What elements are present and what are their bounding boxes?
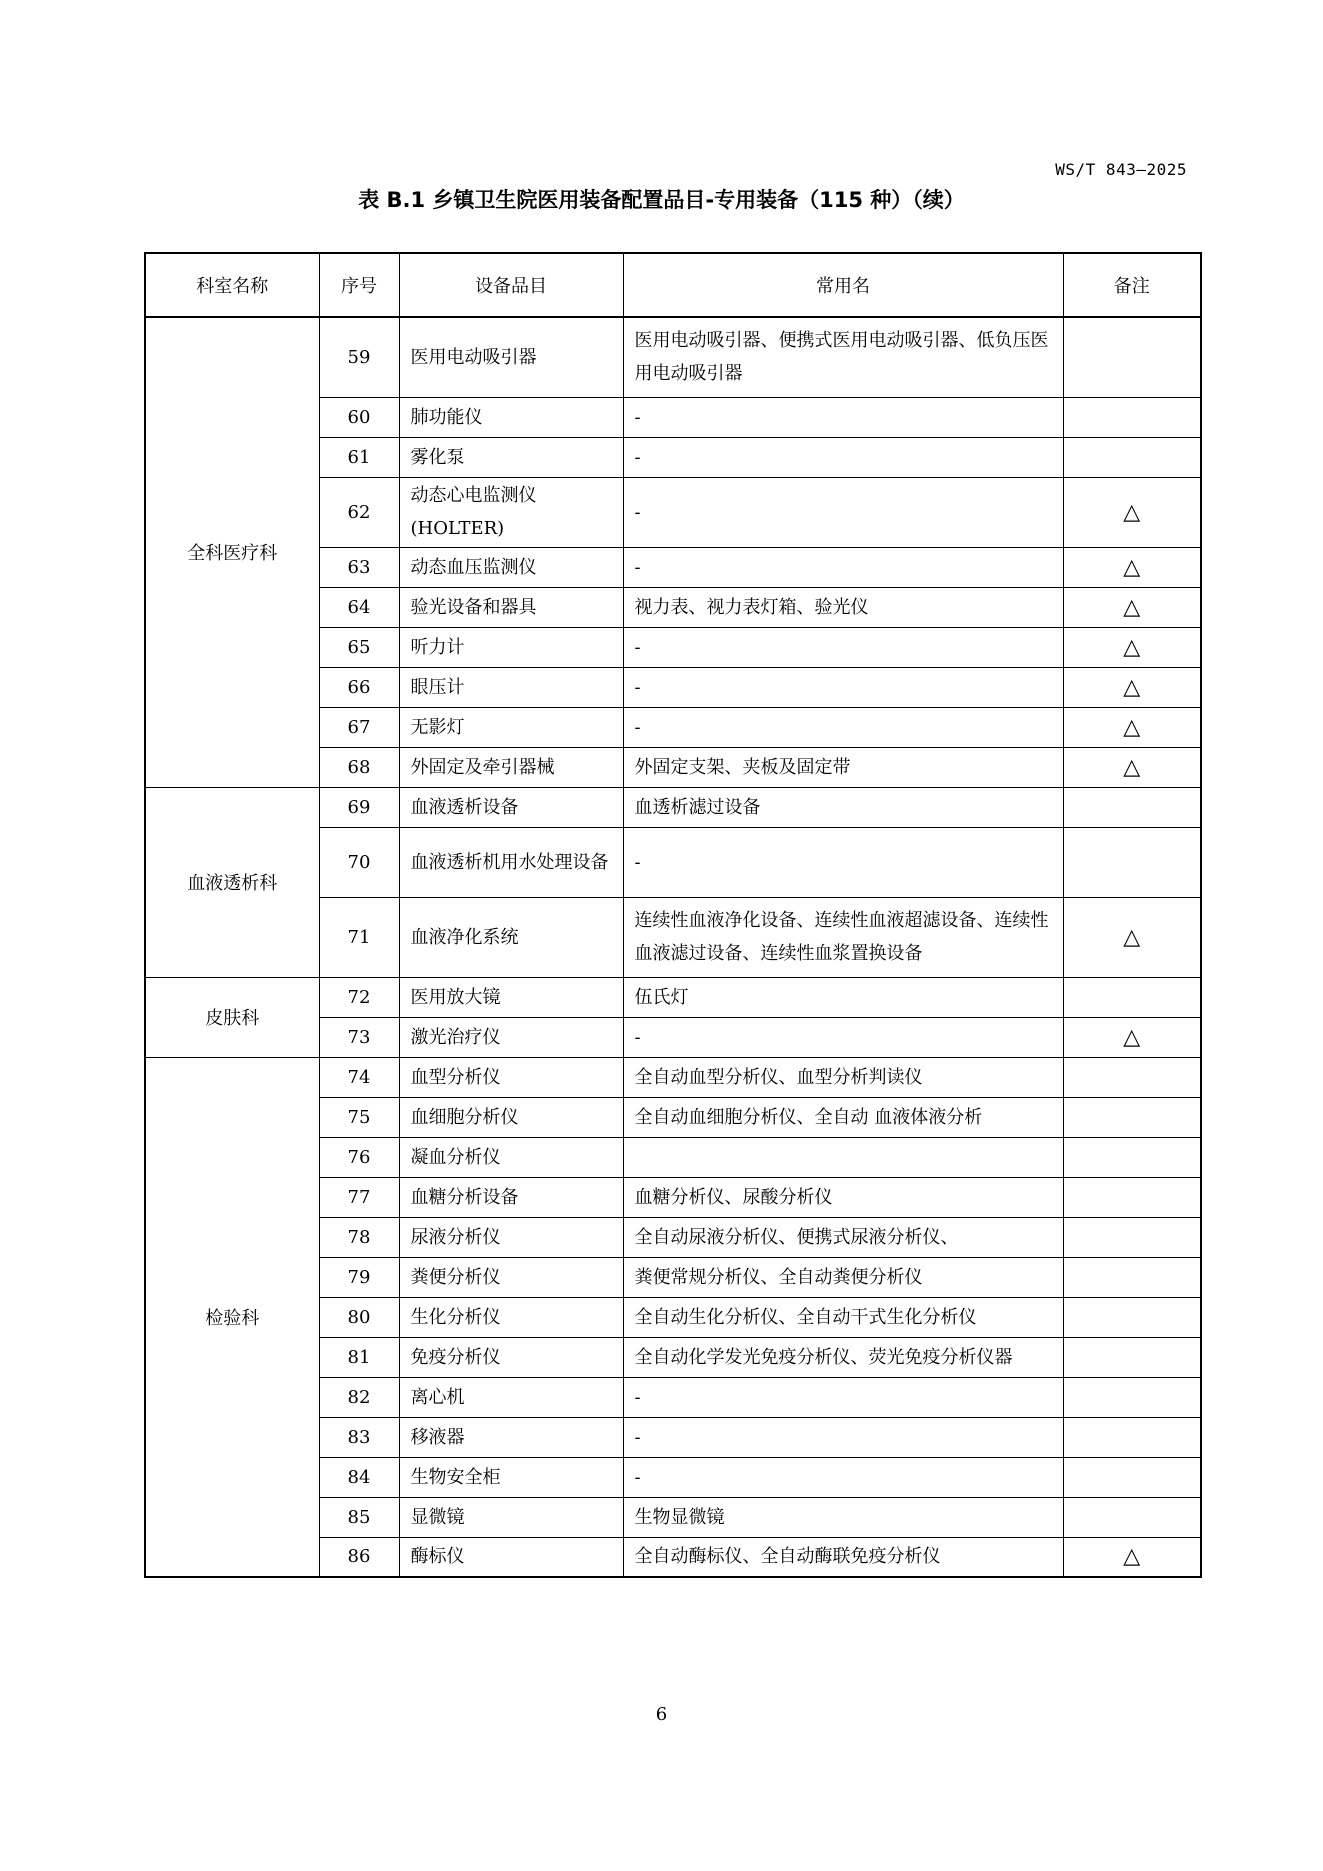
note-cell: △ [1063, 547, 1201, 587]
seq-cell: 72 [319, 977, 399, 1017]
standard-code: WS/T 843—2025 [1055, 160, 1187, 179]
seq-cell: 77 [319, 1177, 399, 1217]
common-name-cell: 全自动生化分析仪、全自动干式生化分析仪 [623, 1297, 1063, 1337]
common-name-cell: 血糖分析仪、尿酸分析仪 [623, 1177, 1063, 1217]
seq-cell: 74 [319, 1057, 399, 1097]
note-cell [1063, 1137, 1201, 1177]
seq-cell: 64 [319, 587, 399, 627]
common-name-cell: 粪便常规分析仪、全自动粪便分析仪 [623, 1257, 1063, 1297]
common-name-cell: 医用电动吸引器、便携式医用电动吸引器、低负压医用电动吸引器 [623, 317, 1063, 397]
common-name-cell: - [623, 547, 1063, 587]
table-row [145, 787, 1201, 827]
table-body [145, 317, 1201, 1577]
common-name-cell: - [623, 437, 1063, 477]
seq-cell: 62 [319, 477, 399, 547]
item-cell: 听力计 [399, 627, 623, 667]
note-cell [1063, 397, 1201, 437]
common-name-cell: - [623, 1017, 1063, 1057]
column-header-item: 设备品目 [399, 253, 623, 317]
seq-cell: 68 [319, 747, 399, 787]
note-cell [1063, 1057, 1201, 1097]
note-cell [1063, 1297, 1201, 1337]
note-cell: △ [1063, 707, 1201, 747]
seq-cell: 85 [319, 1497, 399, 1537]
item-cell: 动态心电监测仪(HOLTER) [399, 477, 623, 547]
item-cell: 血糖分析设备 [399, 1177, 623, 1217]
column-header-seq: 序号 [319, 253, 399, 317]
table-title: 表 B.1 乡镇卫生院医用装备配置品目-专用装备（115 种）（续） [358, 188, 965, 212]
column-header-note: 备注 [1063, 253, 1201, 317]
common-name-cell: - [623, 397, 1063, 437]
note-cell [1063, 1097, 1201, 1137]
common-name-cell: - [623, 627, 1063, 667]
table-row [145, 1057, 1201, 1097]
common-name-cell: 连续性血液净化设备、连续性血液超滤设备、连续性血液滤过设备、连续性血浆置换设备 [623, 897, 1063, 977]
department-cell: 检验科 [145, 1057, 319, 1577]
item-cell: 血型分析仪 [399, 1057, 623, 1097]
seq-cell: 78 [319, 1217, 399, 1257]
common-name-cell [623, 1137, 1063, 1177]
note-cell: △ [1063, 897, 1201, 977]
seq-cell: 63 [319, 547, 399, 587]
note-cell: △ [1063, 627, 1201, 667]
seq-cell: 83 [319, 1417, 399, 1457]
seq-cell: 71 [319, 897, 399, 977]
common-name-cell: 全自动化学发光免疫分析仪、荧光免疫分析仪器 [623, 1337, 1063, 1377]
common-name-cell: 视力表、视力表灯箱、验光仪 [623, 587, 1063, 627]
column-header-common-name: 常用名 [623, 253, 1063, 317]
item-cell: 动态血压监测仪 [399, 547, 623, 587]
seq-cell: 61 [319, 437, 399, 477]
common-name-cell: 全自动尿液分析仪、便携式尿液分析仪、 [623, 1217, 1063, 1257]
note-cell: △ [1063, 587, 1201, 627]
seq-cell: 67 [319, 707, 399, 747]
note-cell [1063, 437, 1201, 477]
seq-cell: 81 [319, 1337, 399, 1377]
common-name-cell: 外固定支架、夹板及固定带 [623, 747, 1063, 787]
note-cell [1063, 1337, 1201, 1377]
note-cell: △ [1063, 747, 1201, 787]
item-cell: 生物安全柜 [399, 1457, 623, 1497]
item-cell: 酶标仪 [399, 1537, 623, 1577]
item-cell: 显微镜 [399, 1497, 623, 1537]
common-name-cell: - [623, 1417, 1063, 1457]
note-cell [1063, 977, 1201, 1017]
seq-cell: 65 [319, 627, 399, 667]
seq-cell: 75 [319, 1097, 399, 1137]
table-row [145, 317, 1201, 397]
item-cell: 激光治疗仪 [399, 1017, 623, 1057]
department-cell: 皮肤科 [145, 977, 319, 1057]
common-name-cell: 血透析滤过设备 [623, 787, 1063, 827]
seq-cell: 59 [319, 317, 399, 397]
note-cell [1063, 827, 1201, 897]
common-name-cell: - [623, 827, 1063, 897]
note-cell [1063, 1217, 1201, 1257]
note-cell: △ [1063, 667, 1201, 707]
equipment-table [144, 252, 1202, 1578]
item-cell: 血细胞分析仪 [399, 1097, 623, 1137]
common-name-cell: 全自动酶标仪、全自动酶联免疫分析仪 [623, 1537, 1063, 1577]
item-cell: 无影灯 [399, 707, 623, 747]
table-row [145, 977, 1201, 1017]
item-cell: 尿液分析仪 [399, 1217, 623, 1257]
common-name-cell: - [623, 707, 1063, 747]
item-cell: 验光设备和器具 [399, 587, 623, 627]
note-cell [1063, 1497, 1201, 1537]
department-cell: 全科医疗科 [145, 317, 319, 787]
item-cell: 雾化泵 [399, 437, 623, 477]
seq-cell: 73 [319, 1017, 399, 1057]
seq-cell: 76 [319, 1137, 399, 1177]
item-cell: 血液净化系统 [399, 897, 623, 977]
note-cell [1063, 1457, 1201, 1497]
seq-cell: 82 [319, 1377, 399, 1417]
page-number: 6 [655, 1704, 668, 1725]
note-cell [1063, 317, 1201, 397]
item-cell: 血液透析设备 [399, 787, 623, 827]
seq-cell: 80 [319, 1297, 399, 1337]
item-cell: 凝血分析仪 [399, 1137, 623, 1177]
item-cell: 生化分析仪 [399, 1297, 623, 1337]
item-cell: 粪便分析仪 [399, 1257, 623, 1297]
item-cell: 移液器 [399, 1417, 623, 1457]
item-cell: 医用放大镜 [399, 977, 623, 1017]
seq-cell: 60 [319, 397, 399, 437]
seq-cell: 79 [319, 1257, 399, 1297]
note-cell: △ [1063, 1537, 1201, 1577]
note-cell: △ [1063, 477, 1201, 547]
item-cell: 血液透析机用水处理设备 [399, 827, 623, 897]
note-cell [1063, 1257, 1201, 1297]
note-cell [1063, 1417, 1201, 1457]
common-name-cell: 伍氏灯 [623, 977, 1063, 1017]
seq-cell: 84 [319, 1457, 399, 1497]
common-name-cell: 全自动血型分析仪、血型分析判读仪 [623, 1057, 1063, 1097]
common-name-cell: - [623, 1457, 1063, 1497]
table-header-row [145, 253, 1201, 317]
common-name-cell: 生物显微镜 [623, 1497, 1063, 1537]
common-name-cell: - [623, 1377, 1063, 1417]
seq-cell: 69 [319, 787, 399, 827]
item-cell: 离心机 [399, 1377, 623, 1417]
item-cell: 肺功能仪 [399, 397, 623, 437]
item-cell: 眼压计 [399, 667, 623, 707]
item-cell: 免疫分析仪 [399, 1337, 623, 1377]
seq-cell: 70 [319, 827, 399, 897]
note-cell [1063, 1177, 1201, 1217]
seq-cell: 86 [319, 1537, 399, 1577]
note-cell [1063, 787, 1201, 827]
common-name-cell: - [623, 667, 1063, 707]
note-cell [1063, 1377, 1201, 1417]
common-name-cell: - [623, 477, 1063, 547]
item-cell: 外固定及牵引器械 [399, 747, 623, 787]
column-header-department: 科室名称 [145, 253, 319, 317]
department-cell: 血液透析科 [145, 787, 319, 977]
item-cell: 医用电动吸引器 [399, 317, 623, 397]
common-name-cell: 全自动血细胞分析仪、全自动 血液体液分析 [623, 1097, 1063, 1137]
note-cell: △ [1063, 1017, 1201, 1057]
seq-cell: 66 [319, 667, 399, 707]
